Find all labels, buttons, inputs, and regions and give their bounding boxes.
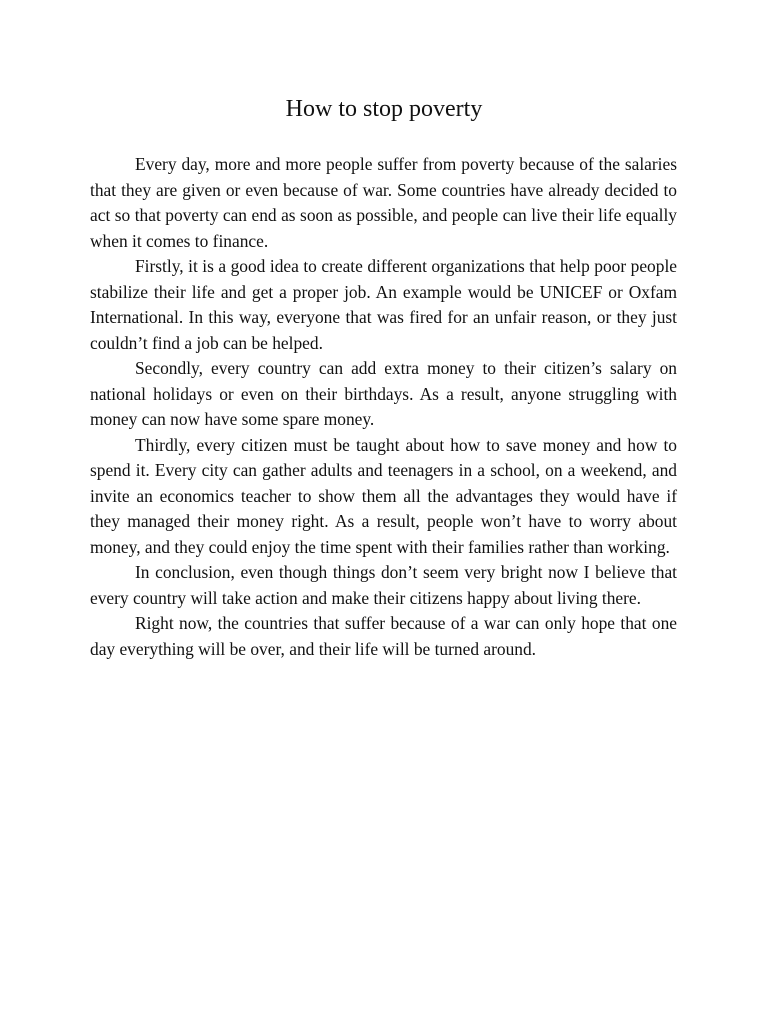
paragraph-intro: Every day, more and more people suffer from poverty because of the salaries that they are given or even because of war. Some countries have already decided to act so that poverty can end as soon as possible, and people can live their life equally when it comes to finance. bbox=[90, 154, 677, 251]
paragraph-conclusion: In conclusion, even though things don’t seem very bright now I believe that every country will take action and make their citizens happy about living there. bbox=[90, 562, 677, 608]
document-body bbox=[90, 152, 677, 662]
paragraph-firstly: Firstly, it is a good idea to create different organizations that help poor people stabilize their life and get a proper job. An example would be UNICEF or Oxfam International. In this way, everyone that was fired for an unfair reason, or they just couldn’t find a job can be helped. bbox=[90, 256, 677, 353]
paragraph-secondly: Secondly, every country can add extra money to their citizen’s salary on national holidays or even on their birthdays. As a result, anyone struggling with money can now have some spare money. bbox=[90, 358, 677, 429]
paragraph-thirdly: Thirdly, every citizen must be taught about how to save money and how to spend it. Every city can gather adults and teenagers in a school, on a weekend, and invite an economics teacher to show them all the advantages they would have if they managed their money right. As a result, people won’t have to worry about money, and they could enjoy the time spent with their families rather than working. bbox=[90, 434, 677, 557]
document-title: How to stop poverty bbox=[285, 96, 483, 122]
paragraph-closing: Right now, the countries that suffer because of a war can only hope that one day everything will be over, and their life will be turned around. bbox=[90, 613, 677, 659]
